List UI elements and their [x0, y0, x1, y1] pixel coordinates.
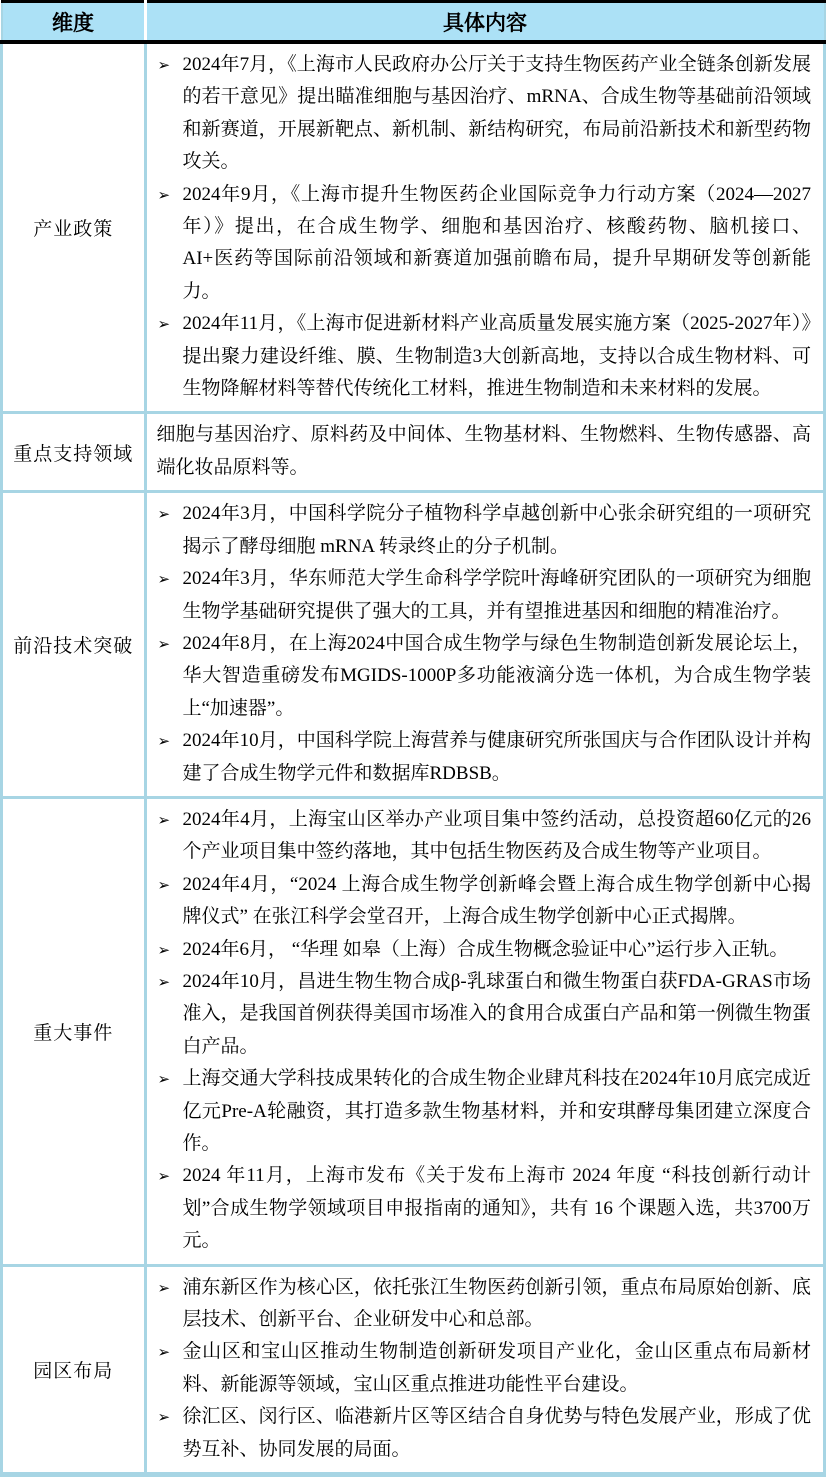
item-text: 2024年10月，中国科学院上海营养与健康研究所张国庆与合作团队设计并构建了合成生物学元件和数据库RDBSB。: [182, 730, 811, 784]
header-content: 具体内容: [145, 2, 825, 43]
dimension-label: 产业政策: [2, 42, 146, 413]
table-body: [2, 42, 825, 1475]
table-row: [2, 492, 825, 798]
dimension-label: 园区布局: [2, 1265, 146, 1474]
content-cell: [145, 413, 825, 492]
dimension-label: 重点支持领域: [2, 413, 146, 492]
bullet-item: [157, 179, 812, 309]
table-row: [2, 413, 825, 492]
text-item: [157, 419, 812, 484]
bullet-item: [157, 1272, 812, 1337]
item-text: 2024年4月，上海宝山区举办产业项目集中签约活动，总投资超60亿元的26个产业项目集中签约落地，其中包括生物医药及合成生物等产业项目。: [182, 808, 811, 863]
item-text: 2024年6月， “华理 如皋（上海）合成生物概念验证中心”运行步入正轨。: [182, 938, 789, 960]
bullet-item: [157, 1401, 812, 1466]
bullet-item: [157, 1063, 812, 1160]
bullet-item: [157, 1336, 812, 1401]
arrow-bullet-icon: ➢: [157, 1070, 171, 1089]
bullet-item: [157, 563, 812, 628]
item-text: 金山区和宝山区推动生物制造创新研发项目产业化，金山区重点布局新材料、新能源等领域，宝山区重点推进功能性平台建设。: [182, 1341, 811, 1395]
table-row: [2, 42, 825, 413]
table-row: [2, 1265, 825, 1474]
arrow-bullet-icon: ➢: [157, 505, 171, 524]
item-text: 浦东新区作为核心区，依托张江生物医药创新引领，重点布局原始创新、底层技术、创新平台、企业研发中心和总部。: [182, 1276, 811, 1331]
item-text: 细胞与基因治疗、原料药及中间体、生物基材料、生物燃料、生物传感器、高端化妆品原料等。: [156, 424, 811, 478]
content-cell: [145, 797, 825, 1265]
item-text: 2024年3月，华东师范大学生命科学学院叶海峰研究团队的一项研究为细胞生物学基础研究提供了强大的工具，并有望推进基因和细胞的精准治疗。: [182, 568, 811, 622]
bullet-item: [157, 498, 812, 563]
bullet-item: [157, 725, 812, 790]
header-row: [2, 2, 825, 43]
item-text: 2024年4月，“2024 上海合成生物学创新峰会暨上海合成生物学创新中心揭牌仪式” 在张江科学会堂召开，上海合成生物学创新中心正式揭牌。: [182, 873, 811, 928]
bullet-item: [157, 934, 812, 966]
item-text: 2024年8月，在上海2024中国合成生物学与绿色生物制造创新发展论坛上，华大智造重磅发布MGIDS-1000P多功能液滴分选一体机，为合成生物学装上“加速器”。: [182, 632, 811, 719]
item-text: 2024年10月，昌进生物生物合成β-乳球蛋白和微生物蛋白获FDA-GRAS市场准入，是我国首例获得美国市场准入的食用合成蛋白产品和第一例微生物蛋白产品。: [182, 970, 811, 1057]
arrow-bullet-icon: ➢: [157, 185, 171, 204]
bullet-item: [157, 869, 812, 934]
dimension-label: 重大事件: [2, 797, 146, 1265]
item-text: 2024年9月，《上海市提升生物医药企业国际竞争力行动方案（2024—2027年）》提出，在合成生物学、细胞和基因治疗、核酸药物、脑机接口、AI+医药等国际前沿领域和新赛道加强前瞻布局，提升早期研发等创新能力。: [182, 183, 811, 302]
arrow-bullet-icon: ➢: [157, 315, 171, 334]
arrow-bullet-icon: ➢: [157, 56, 171, 74]
arrow-bullet-icon: ➢: [157, 570, 171, 589]
arrow-bullet-icon: ➢: [157, 810, 171, 829]
bullet-item: [157, 804, 812, 869]
arrow-bullet-icon: ➢: [157, 1278, 171, 1297]
item-text: 2024年3月，中国科学院分子植物科学卓越创新中心张余研究组的一项研究揭示了酵母细胞 mRNA 转录终止的分子机制。: [182, 503, 811, 557]
bullet-item: [157, 628, 812, 725]
arrow-bullet-icon: ➢: [157, 1343, 171, 1362]
arrow-bullet-icon: ➢: [157, 1167, 171, 1186]
arrow-bullet-icon: ➢: [157, 875, 171, 894]
content-cell: [145, 1265, 825, 1474]
arrow-bullet-icon: ➢: [157, 940, 171, 959]
bullet-item: [157, 308, 812, 405]
item-text: 2024 年11月，上海市发布《关于发布上海市 2024 年度 “科技创新行动计划”合成生物学领域项目申报指南的通知》，共有 16 个课题入选，共3700万元。: [182, 1165, 811, 1252]
dimension-label: 前沿技术突破: [2, 492, 146, 798]
arrow-bullet-icon: ➢: [157, 972, 171, 991]
item-text: 2024年7月，《上海市人民政府办公厅关于支持生物医药产业全链条创新发展的若干意见》提出瞄准细胞与基因治疗、mRNA、合成生物等基础前沿领域和新赛道，开展新靶点、新机制、新结构研究，布局前沿新技术和新型药物攻关。: [182, 54, 811, 173]
content-cell: [145, 42, 825, 413]
bullet-item: [157, 1160, 812, 1257]
header-dimension: 维度: [2, 2, 146, 43]
arrow-bullet-icon: ➢: [157, 732, 171, 751]
table-header: [2, 2, 825, 43]
table-row: [2, 797, 825, 1265]
item-text: 徐汇区、闵行区、临港新片区等区结合自身优势与特色发展产业，形成了优势互补、协同发展的局面。: [182, 1406, 811, 1460]
bullet-item: [157, 49, 812, 179]
content-cell: [145, 492, 825, 798]
item-text: 上海交通大学科技成果转化的合成生物企业肆芃科技在2024年10月底完成近亿元Pre-A轮融资，其打造多款生物基材料，并和安琪酵母集团建立深度合作。: [182, 1068, 811, 1154]
bullet-item: [157, 966, 812, 1063]
item-text: 2024年11月，《上海市促进新材料产业高质量发展实施方案（2025-2027年）》提出聚力建设纤维、膜、生物制造3大创新高地，支持以合成生物材料、可生物降解材料等替代传统化工材料，推进生物制造和未来材料的发展。: [182, 313, 811, 400]
arrow-bullet-icon: ➢: [157, 634, 171, 653]
arrow-bullet-icon: ➢: [157, 1408, 171, 1427]
